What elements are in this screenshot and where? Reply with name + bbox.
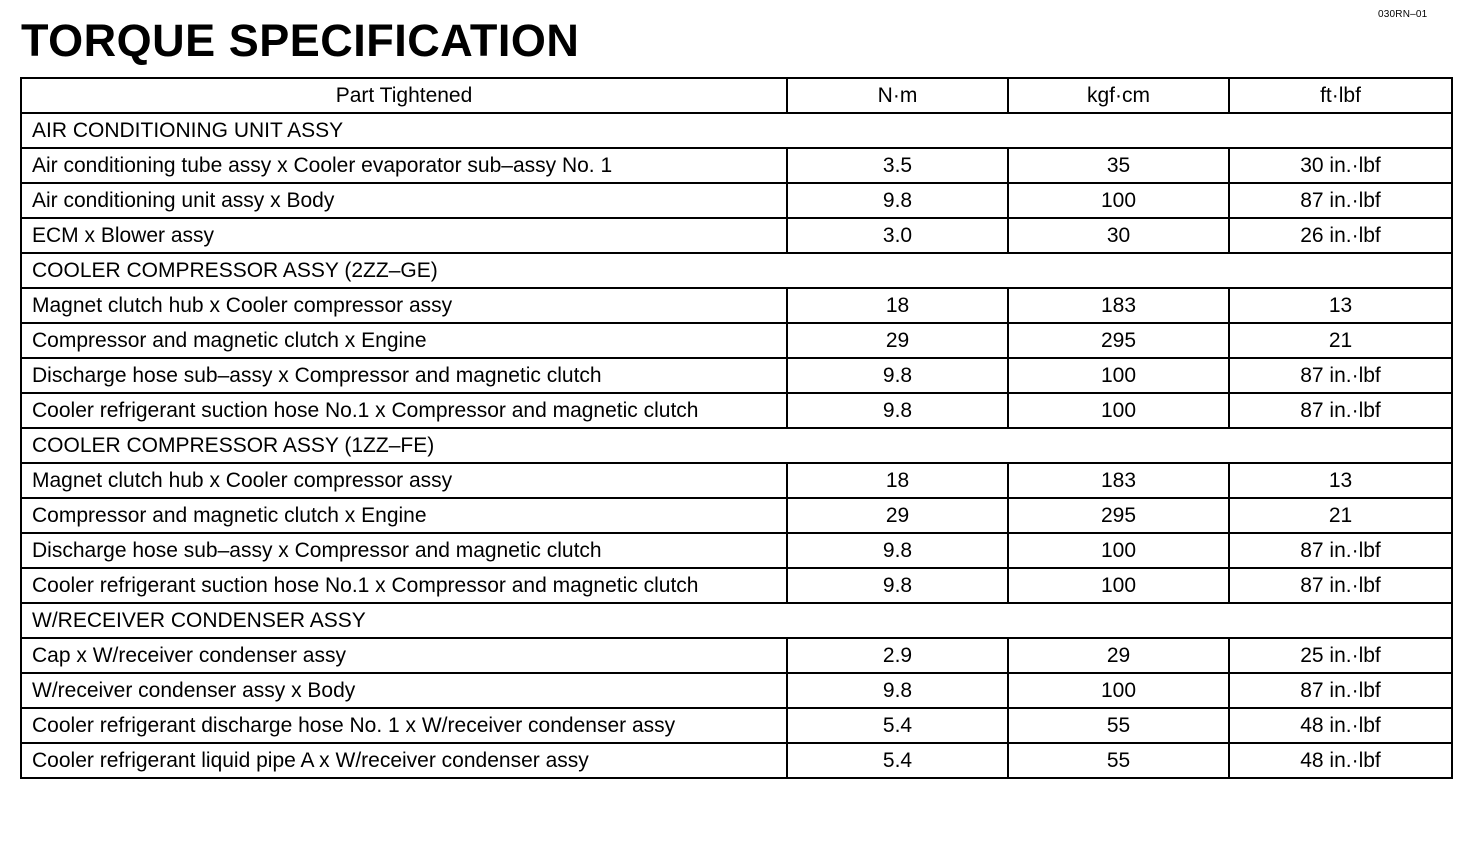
cell-kgf-cm: 55 — [1008, 743, 1229, 778]
cell-kgf-cm: 55 — [1008, 708, 1229, 743]
cell-ft-lbf: 48 in.·lbf — [1229, 743, 1452, 778]
cell-nm: 9.8 — [787, 183, 1008, 218]
cell-part-tightened: Air conditioning tube assy x Cooler evaporator sub–assy No. 1 — [21, 148, 787, 183]
table-body — [21, 113, 1452, 778]
cell-ft-lbf: 25 in.·lbf — [1229, 638, 1452, 673]
table-header — [21, 78, 1452, 113]
section-row — [21, 253, 1452, 288]
cell-kgf-cm: 295 — [1008, 323, 1229, 358]
table-row — [21, 463, 1452, 498]
cell-nm: 9.8 — [787, 568, 1008, 603]
table-row — [21, 148, 1452, 183]
cell-nm: 9.8 — [787, 673, 1008, 708]
cell-ft-lbf: 13 — [1229, 463, 1452, 498]
table-row — [21, 568, 1452, 603]
section-row — [21, 428, 1452, 463]
table-row — [21, 288, 1452, 323]
cell-part-tightened: Magnet clutch hub x Cooler compressor assy — [21, 463, 787, 498]
cell-nm: 18 — [787, 288, 1008, 323]
page-title: TORQUE SPECIFICATION — [21, 15, 580, 66]
torque-spec-table — [20, 77, 1453, 779]
cell-nm: 29 — [787, 323, 1008, 358]
table-row — [21, 218, 1452, 253]
cell-nm: 9.8 — [787, 533, 1008, 568]
section-heading: COOLER COMPRESSOR ASSY (1ZZ–FE) — [21, 428, 1452, 463]
table-row — [21, 638, 1452, 673]
section-heading: AIR CONDITIONING UNIT ASSY — [21, 113, 1452, 148]
table-row — [21, 533, 1452, 568]
cell-part-tightened: Compressor and magnetic clutch x Engine — [21, 323, 787, 358]
cell-nm: 2.9 — [787, 638, 1008, 673]
cell-ft-lbf: 87 in.·lbf — [1229, 568, 1452, 603]
cell-nm: 9.8 — [787, 358, 1008, 393]
cell-kgf-cm: 100 — [1008, 568, 1229, 603]
cell-ft-lbf: 21 — [1229, 323, 1452, 358]
cell-part-tightened: Compressor and magnetic clutch x Engine — [21, 498, 787, 533]
cell-part-tightened: Cap x W/receiver condenser assy — [21, 638, 787, 673]
section-heading: W/RECEIVER CONDENSER ASSY — [21, 603, 1452, 638]
cell-part-tightened: ECM x Blower assy — [21, 218, 787, 253]
section-heading: COOLER COMPRESSOR ASSY (2ZZ–GE) — [21, 253, 1452, 288]
table-row — [21, 743, 1452, 778]
cell-kgf-cm: 100 — [1008, 358, 1229, 393]
cell-ft-lbf: 13 — [1229, 288, 1452, 323]
cell-ft-lbf: 21 — [1229, 498, 1452, 533]
cell-kgf-cm: 183 — [1008, 288, 1229, 323]
header-row — [21, 78, 1452, 113]
cell-part-tightened: Cooler refrigerant suction hose No.1 x Compressor and magnetic clutch — [21, 568, 787, 603]
cell-part-tightened: Discharge hose sub–assy x Compressor and magnetic clutch — [21, 533, 787, 568]
cell-ft-lbf: 30 in.·lbf — [1229, 148, 1452, 183]
cell-kgf-cm: 29 — [1008, 638, 1229, 673]
cell-part-tightened: Cooler refrigerant discharge hose No. 1 x W/receiver condenser assy — [21, 708, 787, 743]
cell-kgf-cm: 30 — [1008, 218, 1229, 253]
cell-part-tightened: Magnet clutch hub x Cooler compressor assy — [21, 288, 787, 323]
cell-kgf-cm: 100 — [1008, 533, 1229, 568]
document-code: 030RN–01 — [1378, 9, 1428, 20]
cell-kgf-cm: 35 — [1008, 148, 1229, 183]
cell-nm: 5.4 — [787, 708, 1008, 743]
cell-nm: 3.0 — [787, 218, 1008, 253]
section-row — [21, 113, 1452, 148]
table-row — [21, 673, 1452, 708]
cell-part-tightened: Air conditioning unit assy x Body — [21, 183, 787, 218]
table-row — [21, 708, 1452, 743]
cell-kgf-cm: 100 — [1008, 393, 1229, 428]
cell-ft-lbf: 87 in.·lbf — [1229, 533, 1452, 568]
cell-kgf-cm: 183 — [1008, 463, 1229, 498]
cell-ft-lbf: 48 in.·lbf — [1229, 708, 1452, 743]
table-row — [21, 498, 1452, 533]
column-header-part-tightened: Part Tightened — [21, 78, 787, 113]
table-row — [21, 358, 1452, 393]
column-header-kgf-cm: kgf·cm — [1008, 78, 1229, 113]
table-row — [21, 183, 1452, 218]
cell-nm: 3.5 — [787, 148, 1008, 183]
cell-ft-lbf: 87 in.·lbf — [1229, 673, 1452, 708]
cell-part-tightened: Cooler refrigerant suction hose No.1 x Compressor and magnetic clutch — [21, 393, 787, 428]
cell-nm: 5.4 — [787, 743, 1008, 778]
cell-nm: 18 — [787, 463, 1008, 498]
cell-kgf-cm: 100 — [1008, 673, 1229, 708]
cell-part-tightened: Cooler refrigerant liquid pipe A x W/receiver condenser assy — [21, 743, 787, 778]
cell-ft-lbf: 87 in.·lbf — [1229, 183, 1452, 218]
table-row — [21, 393, 1452, 428]
cell-part-tightened: Discharge hose sub–assy x Compressor and magnetic clutch — [21, 358, 787, 393]
cell-nm: 29 — [787, 498, 1008, 533]
cell-kgf-cm: 295 — [1008, 498, 1229, 533]
section-row — [21, 603, 1452, 638]
cell-ft-lbf: 87 in.·lbf — [1229, 358, 1452, 393]
cell-kgf-cm: 100 — [1008, 183, 1229, 218]
cell-part-tightened: W/receiver condenser assy x Body — [21, 673, 787, 708]
cell-ft-lbf: 87 in.·lbf — [1229, 393, 1452, 428]
column-header-nm: N·m — [787, 78, 1008, 113]
cell-nm: 9.8 — [787, 393, 1008, 428]
table-row — [21, 323, 1452, 358]
column-header-ft-lbf: ft·lbf — [1229, 78, 1452, 113]
cell-ft-lbf: 26 in.·lbf — [1229, 218, 1452, 253]
